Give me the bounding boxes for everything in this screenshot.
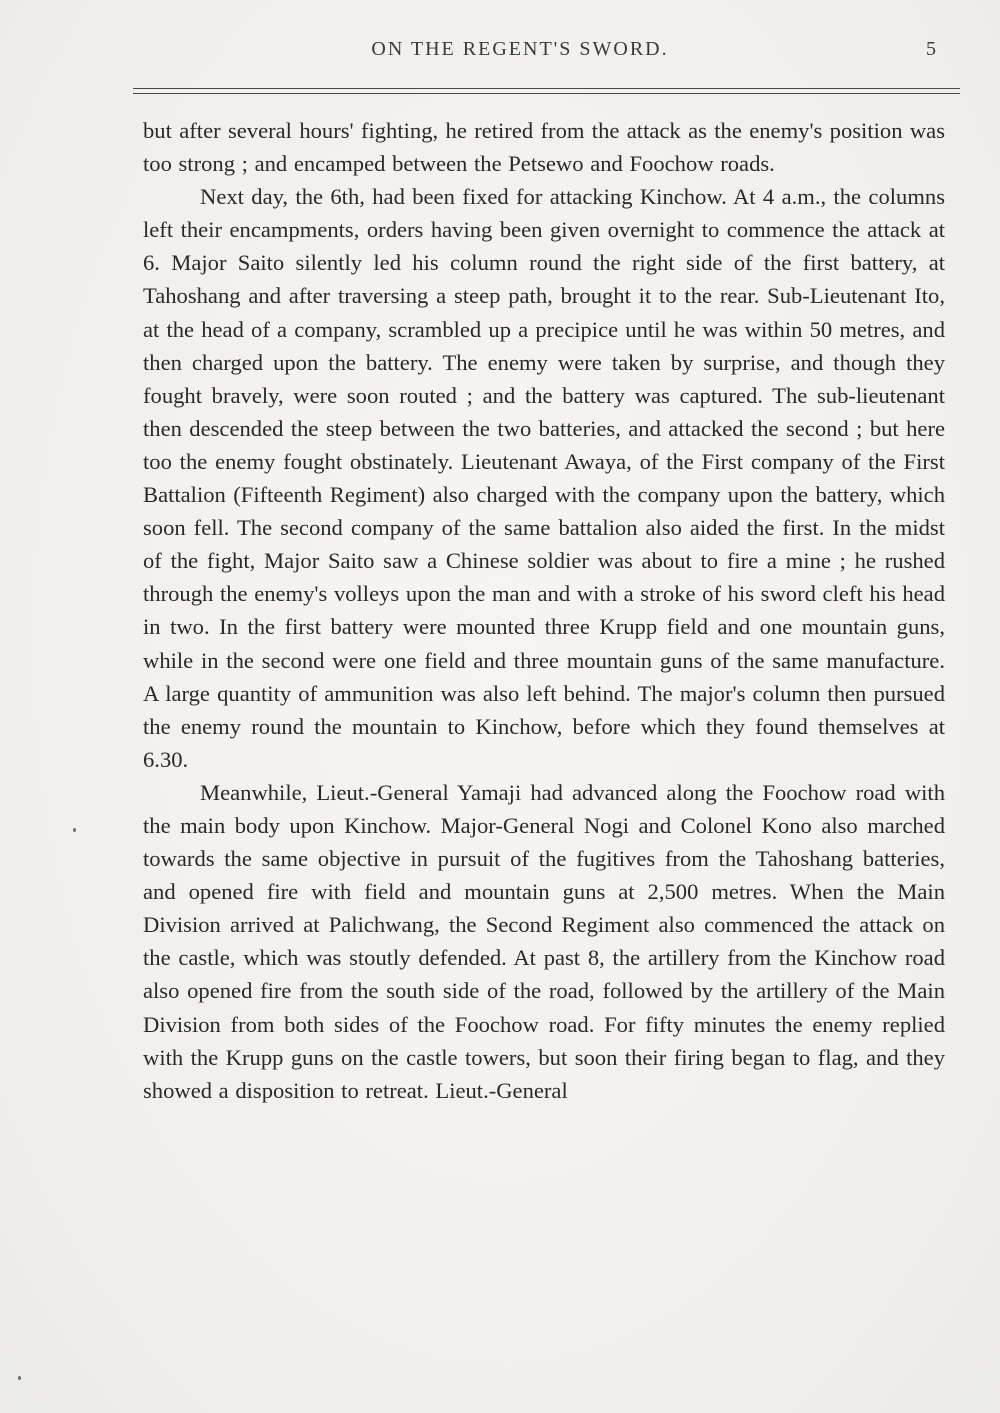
paper-speck — [73, 828, 76, 832]
paragraph-2: Next day, the 6th, had been fixed for attacking Kinchow. At 4 a.m., the columns left their encampments, orders having been given overnight to commence the attack at 6. Major Saito silently led his column round the right side of the first battery, at Tahoshang and after traversing a steep path, brought it to the rear. Sub-Lieutenant Ito, at the head of a company, scrambled up a precipice until he was within 50 metres, and then charged upon the battery. The enemy were taken by surprise, and though they fought bravely, were soon routed ; and the battery was captured. The sub-lieutenant then descended the steep between the two batteries, and attacked the second ; but here too the enemy fought obstinately. Lieutenant Awaya, of the First company of the First Battalion (Fifteenth Regiment) also charged with the company upon the battery, which soon fell. The second company of the same battalion also aided the first. In the midst of the fight, Major Saito saw a Chinese soldier was about to fire a mine ; he rushed through the enemy's volleys upon the man and with a stroke of his sword cleft his head in two. In the first battery were mounted three Krupp field and one mountain guns, while in the second were one field and three mountain guns of the same manufacture. A large quantity of ammunition was also left behind. The major's column then pursued the enemy round the mountain to Kinchow, before which they found themselves at 6.30. — [143, 184, 945, 772]
page-header — [140, 36, 940, 66]
running-title: ON THE REGENT'S SWORD. — [371, 38, 669, 60]
header-rule-top — [133, 88, 960, 89]
paper-speck — [18, 1376, 21, 1380]
body-text — [143, 114, 945, 1107]
page-number: 5 — [926, 38, 936, 60]
header-rule-bottom — [133, 93, 960, 94]
paragraph-3: Meanwhile, Lieut.-General Yamaji had advanced along the Foochow road with the main body upon Kinchow. Major-General Nogi and Colonel Kono also marched towards the same objective in pursuit of the fugitives from the Tahoshang batteries, and opened fire with field and mountain guns at 2,500 metres. When the Main Division arrived at Palichwang, the Second Regiment also commenced the attack on the castle, which was stoutly defended. At past 8, the artillery from the Kinchow road also opened fire from the south side of the road, followed by the artillery of the Main Division from both sides of the Foochow road. For fifty minutes the enemy replied with the Krupp guns on the castle towers, but soon their firing began to flag, and they showed a disposition to retreat. Lieut.-General — [143, 779, 945, 1103]
paragraph-1: but after several hours' fighting, he retired from the attack as the enemy's position was too strong ; and encamped between the Petsewo and Foochow roads. — [143, 118, 945, 177]
